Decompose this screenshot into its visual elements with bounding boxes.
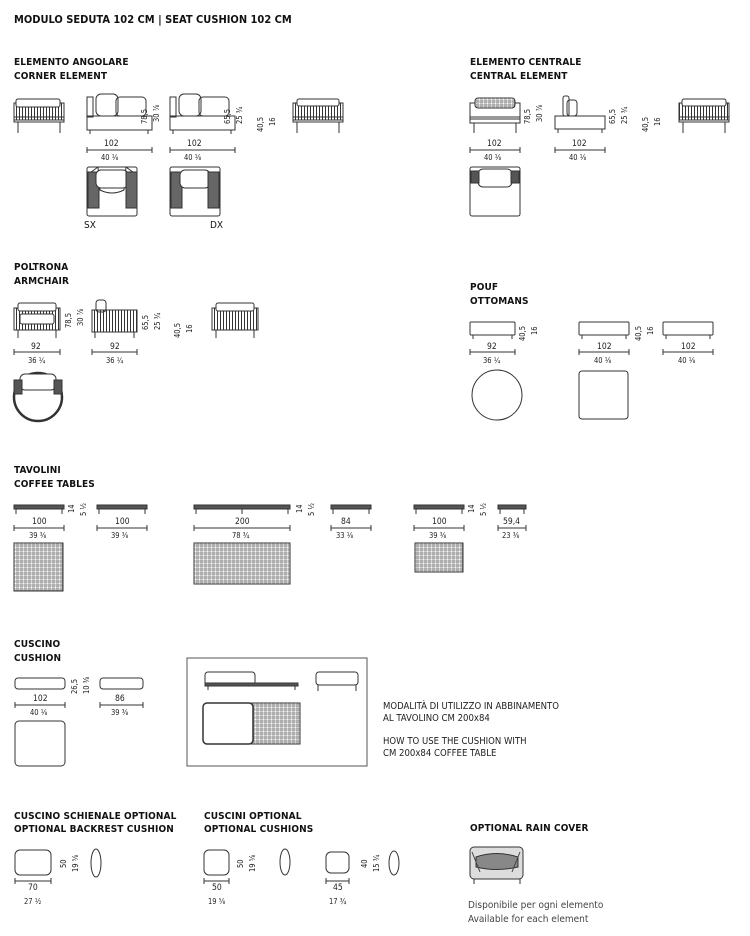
backrest-title-en: OPTIONAL BACKREST CUSHION xyxy=(14,824,174,835)
pouf-width-3: 102 xyxy=(681,342,696,352)
table-e-height-in: 5 ½ xyxy=(479,503,488,516)
corner-back-view xyxy=(293,99,343,133)
armchair-height-2: 65,5 xyxy=(141,314,150,330)
pouf-square-side xyxy=(663,322,713,339)
corner-height-2: 65,5 xyxy=(223,108,232,124)
armchair-height-3-in: 16 xyxy=(185,324,194,333)
armchair-height-1-in: 30 ⅞ xyxy=(76,308,85,326)
pouf-round-side xyxy=(470,322,515,339)
table-e-width-in: 39 ⅜ xyxy=(429,531,447,540)
pouf-height-2-in: 16 xyxy=(646,326,655,335)
armchair-title-en: ARMCHAIR xyxy=(14,276,70,287)
optional-cushion-b-width: 45 xyxy=(333,883,343,893)
cushion-note-en-1: HOW TO USE THE CUSHION WITH xyxy=(383,736,527,747)
rain-cover-title: OPTIONAL RAIN COVER xyxy=(470,823,589,834)
central-height-3-in: 16 xyxy=(653,117,662,126)
armchair-back-view xyxy=(212,303,258,338)
table-200-front xyxy=(194,505,290,514)
cushion-height-1-in: 10 ⅜ xyxy=(82,676,91,694)
armchair-plan-view xyxy=(14,373,62,421)
pouf-height-1-in: 16 xyxy=(530,326,539,335)
cushion-width-1: 102 xyxy=(33,694,48,704)
table-200-plan xyxy=(194,543,290,584)
table-d-width: 84 xyxy=(341,517,351,527)
central-height-2: 65,5 xyxy=(608,108,617,124)
optional-cushion-b-height-in: 15 ¾ xyxy=(372,854,381,872)
pouf-square-front xyxy=(579,322,629,339)
corner-dx-label: DX xyxy=(210,220,224,231)
corner-width-1-in: 40 ⅛ xyxy=(101,153,119,162)
table-100-side xyxy=(97,505,147,514)
corner-title-en: CORNER ELEMENT xyxy=(14,71,108,82)
corner-front-view xyxy=(14,99,64,133)
table-f-width: 59,4 xyxy=(503,517,521,527)
table-c-height: 14 xyxy=(295,504,304,513)
armchair-height-1: 78,5 xyxy=(64,312,73,328)
corner-height-2-in: 25 ¾ xyxy=(235,106,244,124)
pouf-width-2: 102 xyxy=(597,342,612,352)
pouf-title-en: OTTOMANS xyxy=(470,296,529,307)
armchair-width-2-in: 36 ¼ xyxy=(106,356,124,365)
corner-width-2-in: 40 ⅛ xyxy=(184,153,202,162)
central-width-1-in: 40 ⅛ xyxy=(484,153,502,162)
table-e-height: 14 xyxy=(467,504,476,513)
optional-cushion-a-width: 50 xyxy=(212,883,222,893)
cushion-title-it: CUSCINO xyxy=(14,639,61,650)
corner-height-1: 78,5 xyxy=(140,108,149,124)
central-front-view xyxy=(470,98,520,133)
central-back-view xyxy=(679,99,729,133)
pouf-square-plan xyxy=(579,371,628,419)
optional-cushion-50-front xyxy=(204,850,229,875)
corner-sx-label: SX xyxy=(84,220,96,231)
optional-cushions-title-en: OPTIONAL CUSHIONS xyxy=(204,824,314,835)
table-d-width-in: 33 ⅛ xyxy=(336,531,354,540)
cushion-width-1-in: 40 ⅛ xyxy=(30,708,48,717)
rain-cover-drawing xyxy=(470,847,523,884)
central-width-1: 102 xyxy=(487,139,502,149)
central-height-1-in: 30 ⅞ xyxy=(535,104,544,122)
cushion-title-en: CUSHION xyxy=(14,653,62,664)
optional-cushions-title-it: CUSCINI OPTIONAL xyxy=(204,811,302,822)
table-100b-front xyxy=(414,505,464,514)
optional-cushion-a-height: 50 xyxy=(236,859,245,868)
pouf-height-2: 40,5 xyxy=(634,325,643,341)
table-59-side xyxy=(498,505,526,514)
pouf-title-it: POUF xyxy=(470,282,499,293)
central-title-en: CENTRAL ELEMENT xyxy=(470,71,568,82)
central-height-2-in: 25 ¾ xyxy=(620,106,629,124)
armchair-width-1: 92 xyxy=(31,342,41,352)
corner-height-1-in: 30 ⅞ xyxy=(152,104,161,122)
cushion-plan xyxy=(15,721,65,766)
armchair-height-2-in: 25 ¾ xyxy=(153,312,162,330)
page-title: MODULO SEDUTA 102 CM | SEAT CUSHION 102 CM xyxy=(14,13,292,26)
table-a-width: 100 xyxy=(32,517,47,527)
table-b-width: 100 xyxy=(115,517,130,527)
pouf-width-3-in: 40 ⅛ xyxy=(678,356,696,365)
optional-cushion-50-side xyxy=(280,849,290,875)
optional-cushion-a-width-in: 19 ⅝ xyxy=(208,897,226,906)
central-width-2: 102 xyxy=(572,139,587,149)
central-plan-view xyxy=(470,167,520,216)
table-100b-plan xyxy=(415,543,463,572)
tables-title-it: TAVOLINI xyxy=(14,465,61,476)
cushion-height-1: 26,5 xyxy=(70,678,79,694)
cushion-note-it-1: MODALITÀ DI UTILIZZO IN ABBINAMENTO xyxy=(383,701,559,712)
backrest-height: 50 xyxy=(59,859,68,868)
table-c-width-in: 78 ¾ xyxy=(232,531,250,540)
optional-cushion-b-width-in: 17 ¾ xyxy=(329,897,347,906)
central-height-3: 40,5 xyxy=(641,116,650,132)
backrest-width: 70 xyxy=(28,883,38,893)
table-c-height-in: 5 ½ xyxy=(307,503,316,516)
armchair-side-view xyxy=(92,300,137,338)
table-f-width-in: 23 ⅜ xyxy=(502,531,520,540)
table-100-plan xyxy=(14,543,63,591)
corner-plan-dx xyxy=(170,167,220,216)
cushion-width-2-in: 39 ⅜ xyxy=(111,708,129,717)
optional-cushion-45-front xyxy=(326,852,349,873)
optional-cushion-a-height-in: 19 ⅝ xyxy=(248,854,257,872)
armchair-width-1-in: 36 ¼ xyxy=(28,356,46,365)
backrest-cushion-front xyxy=(15,850,51,875)
armchair-title-it: POLTRONA xyxy=(14,262,69,273)
table-84-side xyxy=(331,505,371,514)
central-title-it: ELEMENTO CENTRALE xyxy=(470,57,582,68)
cushion-note-it-2: AL TAVOLINO CM 200x84 xyxy=(383,713,490,724)
table-100-front xyxy=(14,505,64,514)
pouf-width-1-in: 36 ¼ xyxy=(483,356,501,365)
central-side-view xyxy=(555,96,605,133)
pouf-width-1: 92 xyxy=(487,342,497,352)
table-a-height-in: 5 ½ xyxy=(79,503,88,516)
table-a-height: 14 xyxy=(67,504,76,513)
rain-cover-note-en: Available for each element xyxy=(468,914,589,925)
optional-cushion-b-height: 40 xyxy=(360,859,369,868)
optional-cushion-45-side xyxy=(389,851,399,875)
corner-height-3: 40,5 xyxy=(256,116,265,132)
table-c-width: 200 xyxy=(235,517,250,527)
armchair-front-view xyxy=(14,303,60,338)
cushion-side xyxy=(100,678,143,689)
backrest-width-in: 27 ½ xyxy=(24,897,42,906)
table-b-width-in: 39 ⅜ xyxy=(111,531,129,540)
cushion-width-2: 86 xyxy=(115,694,125,704)
corner-plan-sx xyxy=(87,167,137,216)
corner-title-it: ELEMENTO ANGOLARE xyxy=(14,57,129,68)
pouf-width-2-in: 40 ⅛ xyxy=(594,356,612,365)
backrest-height-in: 19 ⅝ xyxy=(71,854,80,872)
armchair-height-3: 40,5 xyxy=(173,322,182,338)
cushion-usage-plan xyxy=(203,703,300,744)
pouf-height-1: 40,5 xyxy=(518,325,527,341)
table-e-width: 100 xyxy=(432,517,447,527)
cushion-front xyxy=(15,678,65,689)
tables-title-en: COFFEE TABLES xyxy=(14,479,95,490)
central-width-2-in: 40 ⅛ xyxy=(569,153,587,162)
central-height-1: 78,5 xyxy=(523,108,532,124)
backrest-title-it: CUSCINO SCHIENALE OPTIONAL xyxy=(14,811,177,822)
table-a-width-in: 39 ⅜ xyxy=(29,531,47,540)
cushion-note-en-2: CM 200x84 COFFEE TABLE xyxy=(383,748,497,759)
corner-width-1: 102 xyxy=(104,139,119,149)
corner-height-3-in: 16 xyxy=(268,117,277,126)
armchair-width-2: 92 xyxy=(110,342,120,352)
pouf-round-plan xyxy=(472,370,522,420)
rain-cover-note-it: Disponibile per ogni elemento xyxy=(468,900,604,911)
cushion-usage-side xyxy=(205,672,358,691)
backrest-cushion-side xyxy=(91,849,101,877)
corner-width-2: 102 xyxy=(187,139,202,149)
